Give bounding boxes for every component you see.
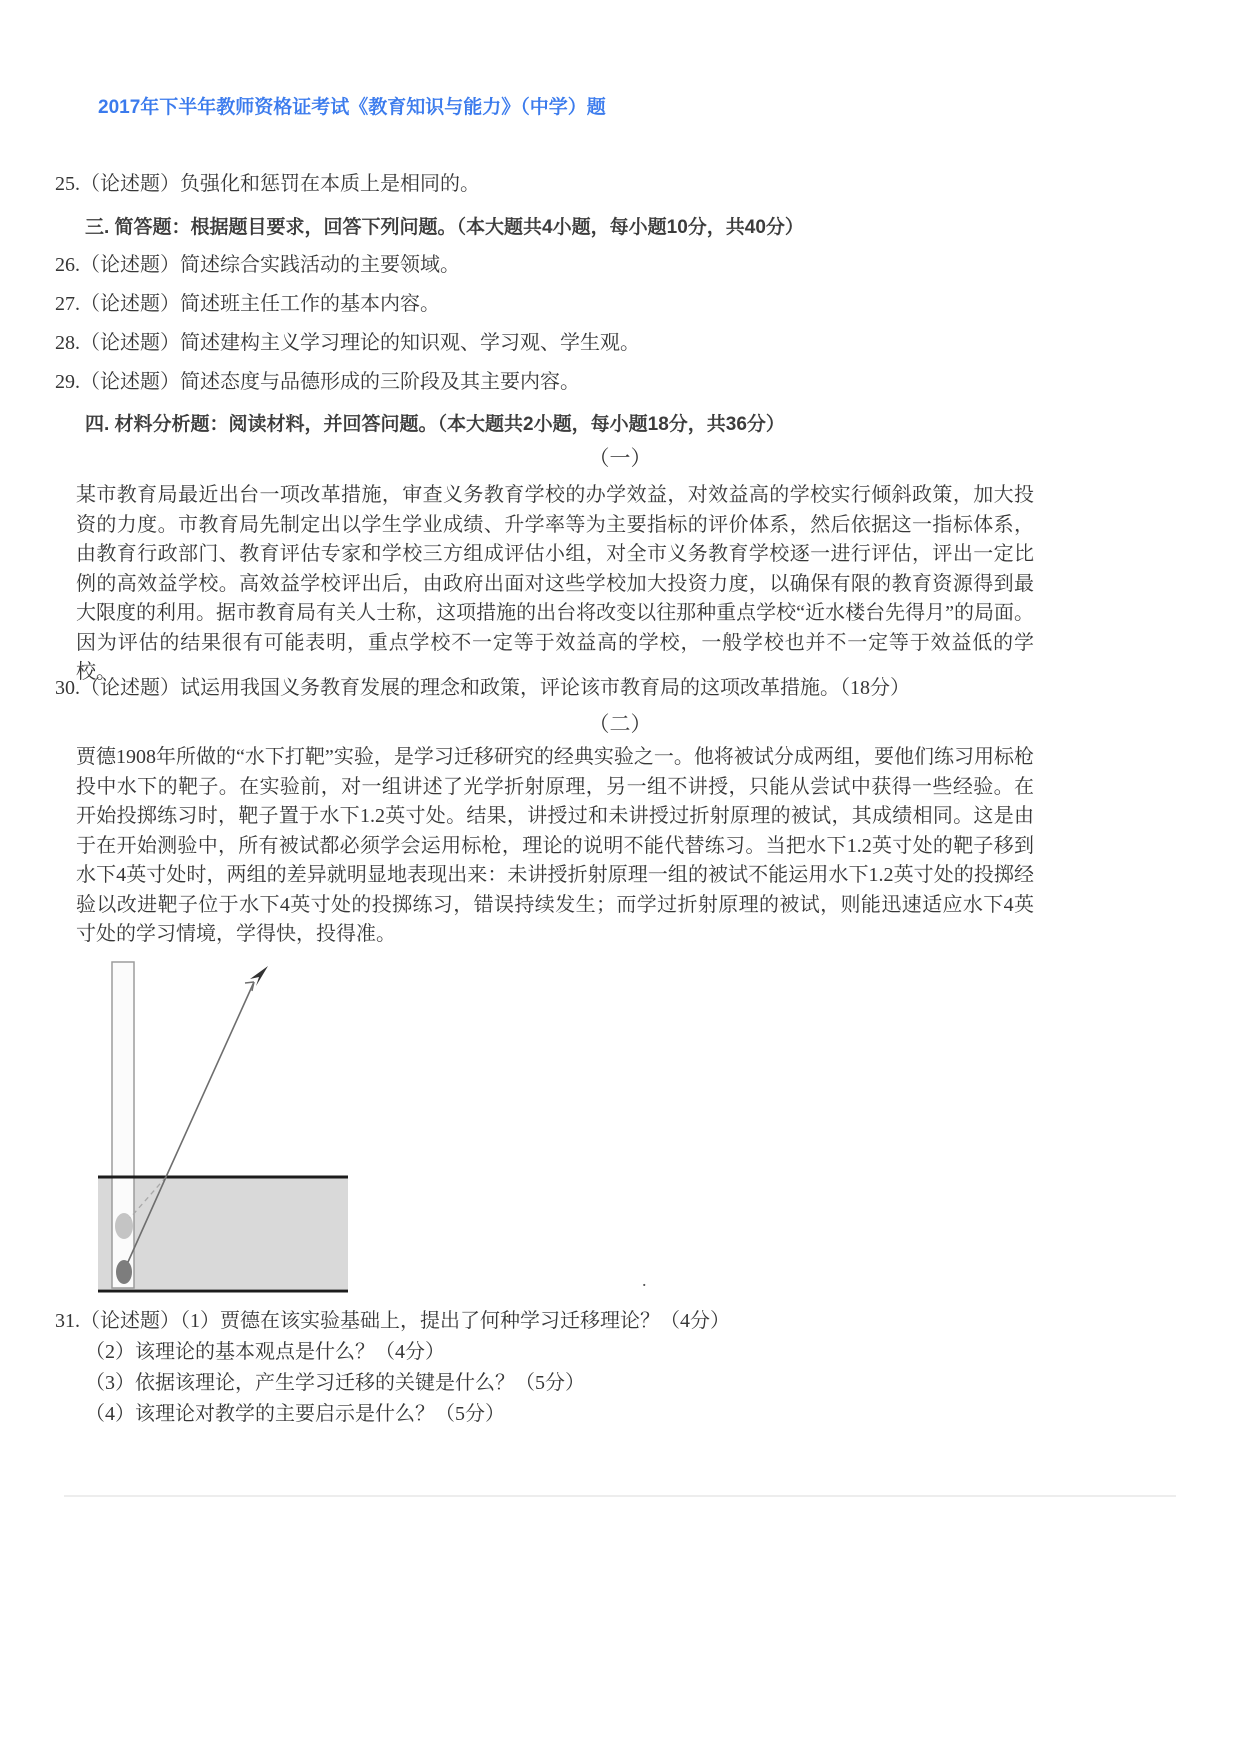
question-29: 29.（论述题）简述态度与品德形成的三阶段及其主要内容。 xyxy=(55,371,580,393)
question-31-line-3: （3）依据该理论，产生学习迁移的关键是什么？（5分） xyxy=(85,1372,585,1394)
question-28: 28.（论述题）简述建构主义学习理论的知识观、学习观、学生观。 xyxy=(55,332,640,354)
material-1-body: 某市教育局最近出台一项改革措施，审查义务教育学校的办学效益，对效益高的学校实行倾斜政策，加大投资的力度。市教育局先制定出以学生学业成绩、升学率等为主要指标的评价体系，然后依据这一指标体系，由教育行政部门、教育评估专家和学校三方组成评估小组，对全市义务教育学校逐一进行评估，评出一定比例的高效益学校。高效益学校评出后，由政府出面对这些学校加大投资力度，以确保有限的教育资源得到最大限度的利用。据市教育局有关人士称，这项措施的出台将改变以往那种重点学校“近水楼台先得月”的局面。因为评估的结果很有可能表明，重点学校不一定等于效益高的学校，一般学校也并不一定等于效益低的学校。 xyxy=(76,484,1034,683)
material-2-label: （二） xyxy=(588,712,652,736)
question-30: 30.（论述题）试运用我国义务教育发展的理念和政策，评论该市教育局的这项改革措施。（18分） xyxy=(55,677,910,699)
real-target-circle xyxy=(116,1260,132,1284)
section-4-heading: 四. 材料分析题：阅读材料，并回答问题。（本大题共2小题，每小题18分，共36分） xyxy=(85,414,785,435)
apparent-target-circle xyxy=(115,1213,133,1239)
question-31-line-2: （2）该理论的基本观点是什么？（4分） xyxy=(85,1341,445,1363)
question-27: 27.（论述题）简述班主任工作的基本内容。 xyxy=(55,293,440,315)
figure-trailing-period: . xyxy=(642,1270,647,1290)
material-2-body: 贾德1908年所做的“水下打靶”实验，是学习迁移研究的经典实验之一。他将被试分成两组，要他们练习用标枪投中水下的靶子。在实验前，对一组讲述了光学折射原理，另一组不讲授，只能从尝试中获得一些经验。在开始投掷练习时，靶子置于水下1.2英寸处。结果，讲授过和未讲授过折射原理的被试，其成绩相同。这是由于在开始测验中，所有被试都必须学会运用标枪，理论的说明不能代替练习。当把水下1.2英寸处的靶子移到水下4英寸处时，两组的差异就明显地表现出来：未讲授折射原理一组的被试不能运用水下1.2英寸处的投掷经验以改进靶子位于水下4英寸处的投掷练习，错误持续发生；而学过折射原理的被试，则能迅速适应水下4英寸处的学习情境，学得快，投得准。 xyxy=(76,746,1034,945)
page-title: 2017年下半年教师资格证考试《教育知识与能力》（中学）题 xyxy=(98,97,606,118)
question-25: 25.（论述题）负强化和惩罚在本质上是相同的。 xyxy=(55,173,480,195)
water-area xyxy=(98,1177,348,1289)
target-board xyxy=(112,962,134,1288)
question-26: 26.（论述题）简述综合实践活动的主要领域。 xyxy=(55,254,460,276)
question-31 xyxy=(55,1306,730,1430)
material-1-label: （一） xyxy=(588,446,652,470)
question-31-line-4: （4）该理论对教学的主要启示是什么？（5分） xyxy=(85,1403,505,1425)
question-31-line-1: 31.（论述题）（1）贾德在该实验基础上，提出了何种学习迁移理论？（4分） xyxy=(55,1310,730,1332)
section-3-heading: 三. 简答题：根据题目要求，回答下列问题。（本大题共4小题，每小题10分，共40分） xyxy=(85,217,804,238)
underwater-dart-refraction-diagram xyxy=(96,956,358,1296)
bottom-divider xyxy=(64,1495,1176,1497)
